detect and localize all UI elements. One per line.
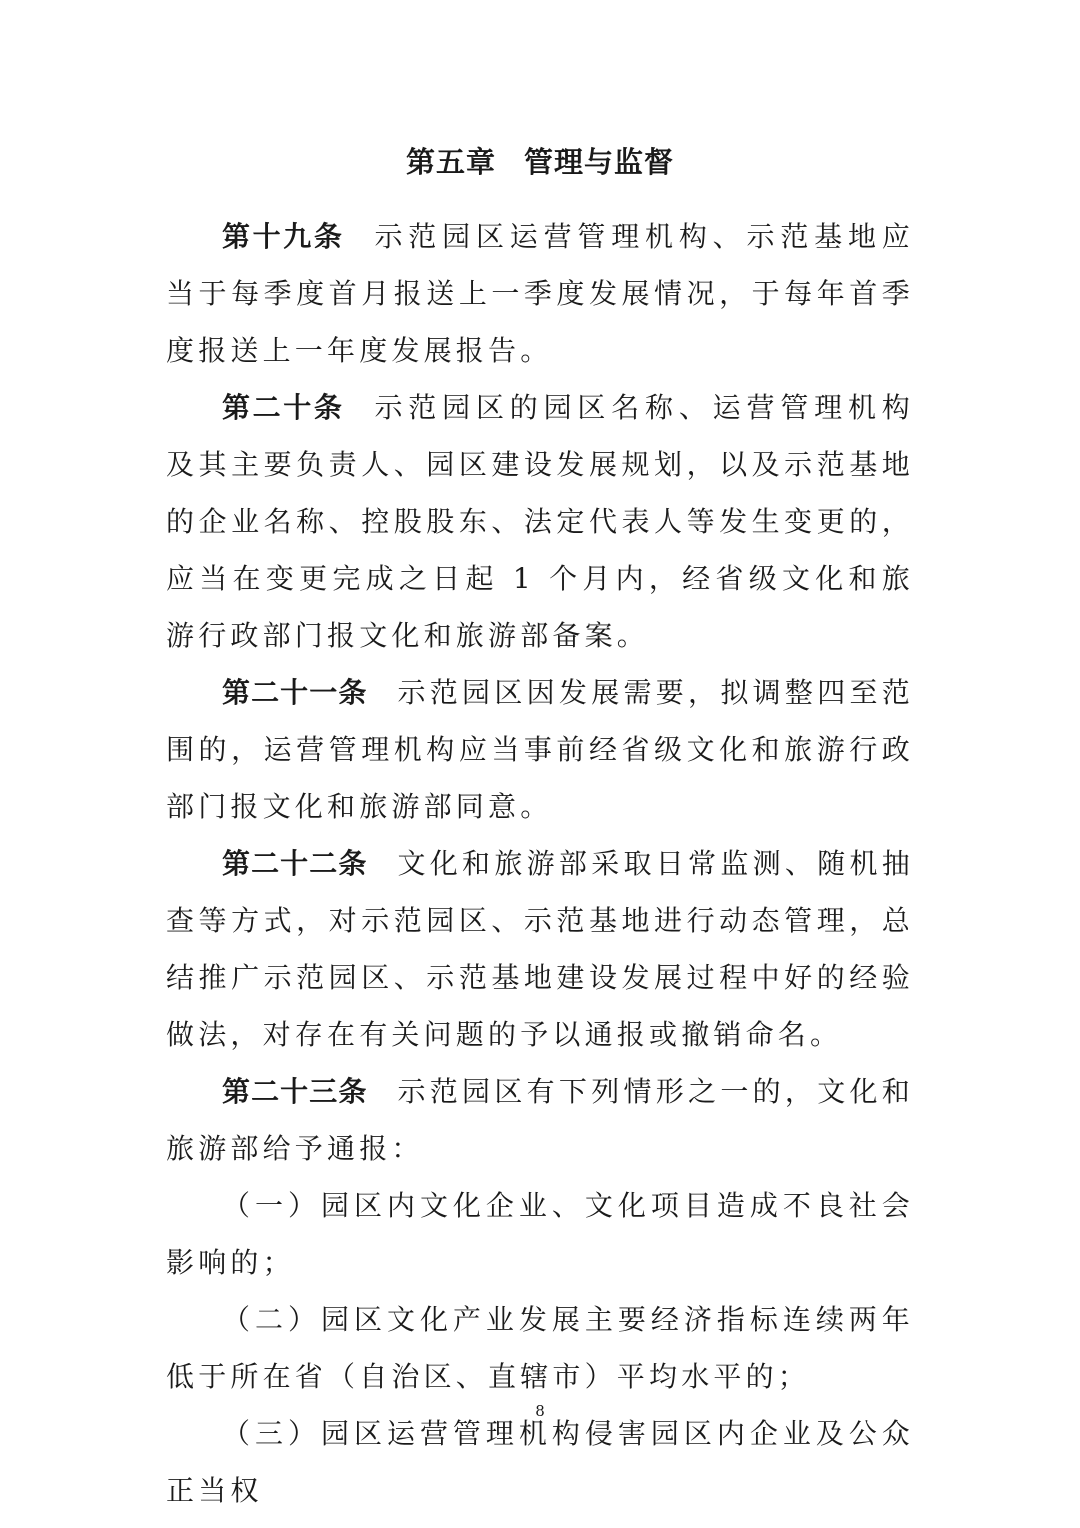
article-text: 示范园区的园区名称、运营管理机构及其主要负责人、园区建设发展规划，以及示范基地的企业名称、控股股东、法定代表人等发生变更的，应当在变更完成之日起 1 个月内，经省级文化和旅游行政部门报文化和旅游部备案。 (166, 391, 914, 652)
list-item-1: （一）园区内文化企业、文化项目造成不良社会影响的； (166, 1189, 914, 1279)
article-number: 第二十条 (222, 391, 345, 424)
article-21 (166, 664, 914, 835)
chapter-number: 第五章 (405, 145, 496, 179)
page-number: 8 (535, 1402, 545, 1420)
article-number: 第十九条 (222, 220, 345, 253)
article-20 (166, 379, 914, 664)
article-19 (166, 208, 914, 379)
document-body (166, 208, 914, 1519)
article-number: 第二十二条 (222, 847, 368, 880)
list-item-3: （三）园区运营管理机构侵害园区内企业及公众正当权 (166, 1417, 914, 1507)
article-text: 文化和旅游部采取日常监测、随机抽查等方式，对示范园区、示范基地进行动态管理，总结推广示范园区、示范基地建设发展过程中好的经验做法，对存在有关问题的予以通报或撤销命名。 (166, 847, 914, 1051)
article-text: 示范园区有下列情形之一的，文化和旅游部给予通报： (166, 1075, 914, 1165)
document-page (166, 0, 914, 1528)
article-23 (166, 1063, 914, 1177)
chapter-title (166, 134, 914, 190)
list-item-2: （二）园区文化产业发展主要经济指标连续两年低于所在省（自治区、直辖市）平均水平的； (166, 1303, 914, 1393)
article-text: 示范园区因发展需要，拟调整四至范围的，运营管理机构应当事前经省级文化和旅游行政部门报文化和旅游部同意。 (166, 676, 914, 823)
article-22 (166, 835, 914, 1063)
article-number: 第二十三条 (222, 1075, 368, 1108)
article-text: 示范园区运营管理机构、示范基地应当于每季度首月报送上一季度发展情况，于每年首季度报送上一年度发展报告。 (166, 220, 914, 367)
article-number: 第二十一条 (222, 676, 368, 709)
chapter-name: 管理与监督 (524, 145, 675, 179)
